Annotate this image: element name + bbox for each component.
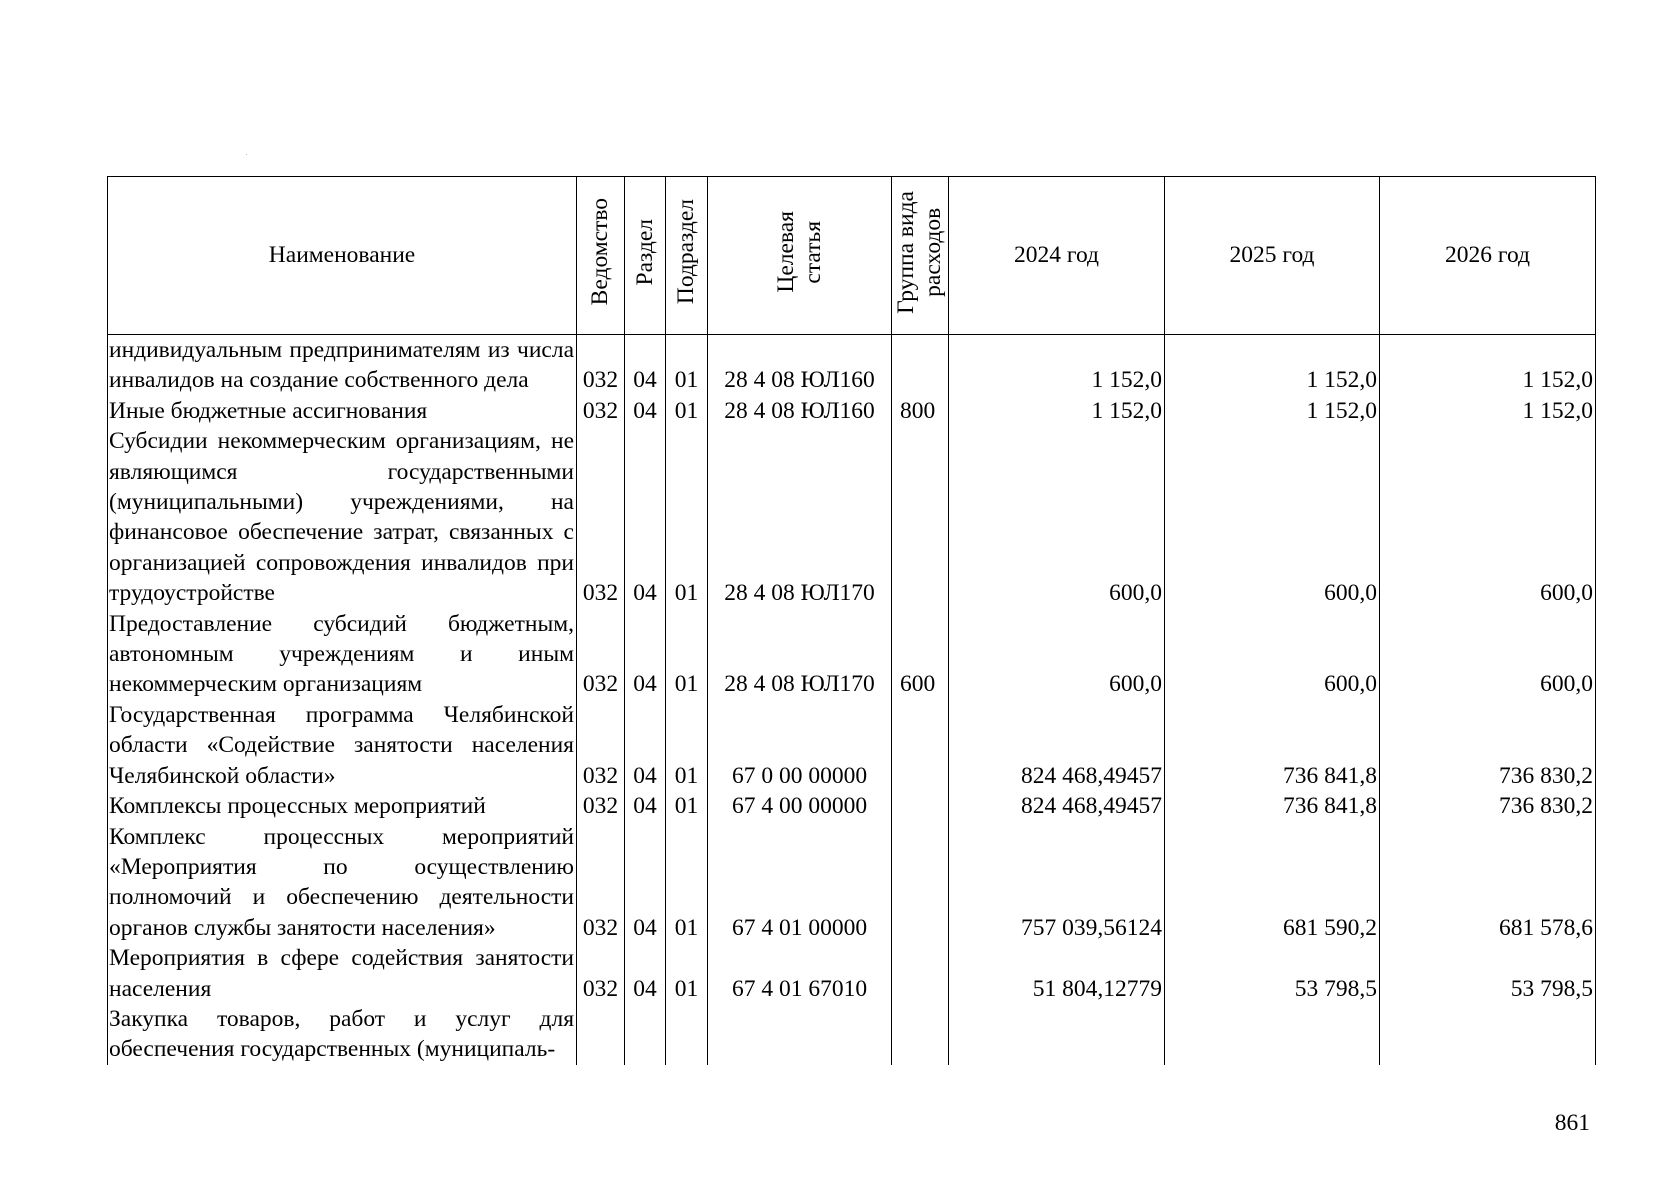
cell-subsection bbox=[666, 1004, 708, 1065]
cell-subsection: 01 bbox=[666, 791, 708, 821]
table-row bbox=[108, 426, 1596, 608]
cell-2024: 600,0 bbox=[949, 426, 1165, 608]
cell-department: 032 bbox=[577, 822, 625, 944]
cell-expense-group: 600 bbox=[892, 609, 949, 700]
cell-expense-group: 800 bbox=[892, 396, 949, 426]
cell-2025: 1 152,0 bbox=[1165, 335, 1380, 396]
cell-section: 04 bbox=[625, 700, 666, 791]
cell-name: Закупка товаров, работ и услуг для обеспечения государственных (муниципаль- bbox=[108, 1004, 577, 1065]
cell-subsection: 01 bbox=[666, 943, 708, 1004]
cell-department bbox=[577, 1004, 625, 1065]
cell-2024: 600,0 bbox=[949, 609, 1165, 700]
cell-target: 67 0 00 00000 bbox=[708, 700, 892, 791]
cell-expense-group bbox=[892, 1004, 949, 1065]
cell-section: 04 bbox=[625, 791, 666, 821]
cell-subsection: 01 bbox=[666, 426, 708, 608]
cell-2024: 824 468,49457 bbox=[949, 791, 1165, 821]
cell-2026: 600,0 bbox=[1380, 426, 1596, 608]
cell-department: 032 bbox=[577, 609, 625, 700]
cell-subsection: 01 bbox=[666, 396, 708, 426]
header-2024: 2024 год bbox=[949, 177, 1165, 335]
header-2026: 2026 год bbox=[1380, 177, 1596, 335]
cell-2025 bbox=[1165, 1004, 1380, 1065]
cell-2026: 1 152,0 bbox=[1380, 396, 1596, 426]
cell-department: 032 bbox=[577, 426, 625, 608]
cell-2024: 824 468,49457 bbox=[949, 700, 1165, 791]
cell-target: 28 4 08 ЮЛ170 bbox=[708, 609, 892, 700]
table-row bbox=[108, 1004, 1596, 1065]
table-body bbox=[108, 335, 1596, 1065]
cell-2025: 53 798,5 bbox=[1165, 943, 1380, 1004]
cell-2026: 681 578,6 bbox=[1380, 822, 1596, 944]
table-header bbox=[108, 177, 1596, 335]
page-number: 861 bbox=[1554, 1110, 1590, 1136]
cell-expense-group bbox=[892, 822, 949, 944]
cell-2024: 757 039,56124 bbox=[949, 822, 1165, 944]
cell-name: Комплексы процессных мероприятий bbox=[108, 791, 577, 821]
budget-table bbox=[107, 176, 1596, 1065]
cell-2025: 681 590,2 bbox=[1165, 822, 1380, 944]
cell-target: 28 4 08 ЮЛ160 bbox=[708, 396, 892, 426]
cell-subsection: 01 bbox=[666, 822, 708, 944]
cell-2024: 1 152,0 bbox=[949, 335, 1165, 396]
cell-2026: 736 830,2 bbox=[1380, 700, 1596, 791]
header-section: Раздел bbox=[625, 177, 666, 335]
cell-2026 bbox=[1380, 1004, 1596, 1065]
header-subsection: Подраздел bbox=[666, 177, 708, 335]
cell-target: 28 4 08 ЮЛ170 bbox=[708, 426, 892, 608]
header-department: Ведомство bbox=[577, 177, 625, 335]
cell-2024: 51 804,12779 bbox=[949, 943, 1165, 1004]
cell-2026: 600,0 bbox=[1380, 609, 1596, 700]
cell-name: Государственная программа Челябинской области «Содействие занятости населения Челябинской области» bbox=[108, 700, 577, 791]
cell-2026: 53 798,5 bbox=[1380, 943, 1596, 1004]
cell-2025: 600,0 bbox=[1165, 609, 1380, 700]
cell-expense-group bbox=[892, 943, 949, 1004]
cell-name: Комплекс процессных мероприятий «Мероприятия по осуществлению полномочий и обеспечению деятельности органов службы занятости населения» bbox=[108, 822, 577, 944]
table-row bbox=[108, 396, 1596, 426]
cell-section: 04 bbox=[625, 396, 666, 426]
table-row bbox=[108, 943, 1596, 1004]
cell-name: индивидуальным предпринимателям из числа инвалидов на создание собственного дела bbox=[108, 335, 577, 396]
header-target: Целевая статья bbox=[708, 177, 892, 335]
cell-subsection: 01 bbox=[666, 700, 708, 791]
cell-name: Иные бюджетные ассигнования bbox=[108, 396, 577, 426]
table-row bbox=[108, 791, 1596, 821]
cell-section: 04 bbox=[625, 335, 666, 396]
cell-name: Мероприятия в сфере содействия занятости населения bbox=[108, 943, 577, 1004]
cell-section: 04 bbox=[625, 609, 666, 700]
cell-subsection: 01 bbox=[666, 335, 708, 396]
cell-target: 67 4 01 67010 bbox=[708, 943, 892, 1004]
cell-name: Субсидии некоммерческим организациям, не являющимся государственными (муниципальными) учреждениями, на финансовое обеспечение затрат, связанных с организацией сопровождения инвалидов при трудоустройстве bbox=[108, 426, 577, 608]
table-row bbox=[108, 822, 1596, 944]
cell-section: 04 bbox=[625, 426, 666, 608]
cell-subsection: 01 bbox=[666, 609, 708, 700]
cell-2025: 736 841,8 bbox=[1165, 700, 1380, 791]
cell-expense-group bbox=[892, 335, 949, 396]
cell-target: 67 4 01 00000 bbox=[708, 822, 892, 944]
cell-name: Предоставление субсидий бюджетным, автономным учреждениям и иным некоммерческим организациям bbox=[108, 609, 577, 700]
cell-department: 032 bbox=[577, 943, 625, 1004]
cell-target: 67 4 00 00000 bbox=[708, 791, 892, 821]
cell-expense-group bbox=[892, 700, 949, 791]
cell-expense-group bbox=[892, 791, 949, 821]
cell-expense-group bbox=[892, 426, 949, 608]
header-2025: 2025 год bbox=[1165, 177, 1380, 335]
cell-section bbox=[625, 1004, 666, 1065]
cell-department: 032 bbox=[577, 700, 625, 791]
cell-section: 04 bbox=[625, 943, 666, 1004]
cell-target bbox=[708, 1004, 892, 1065]
table-row bbox=[108, 335, 1596, 396]
header-name: Наименование bbox=[108, 177, 577, 335]
cell-2024 bbox=[949, 1004, 1165, 1065]
cell-department: 032 bbox=[577, 335, 625, 396]
scan-speck bbox=[246, 154, 247, 155]
cell-2025: 600,0 bbox=[1165, 426, 1380, 608]
cell-2024: 1 152,0 bbox=[949, 396, 1165, 426]
cell-section: 04 bbox=[625, 822, 666, 944]
cell-2025: 736 841,8 bbox=[1165, 791, 1380, 821]
cell-2026: 1 152,0 bbox=[1380, 335, 1596, 396]
cell-department: 032 bbox=[577, 396, 625, 426]
table-row bbox=[108, 700, 1596, 791]
cell-2025: 1 152,0 bbox=[1165, 396, 1380, 426]
cell-2026: 736 830,2 bbox=[1380, 791, 1596, 821]
header-expense-group: Группа вида расходов bbox=[892, 177, 949, 335]
table-row bbox=[108, 609, 1596, 700]
cell-target: 28 4 08 ЮЛ160 bbox=[708, 335, 892, 396]
cell-department: 032 bbox=[577, 791, 625, 821]
